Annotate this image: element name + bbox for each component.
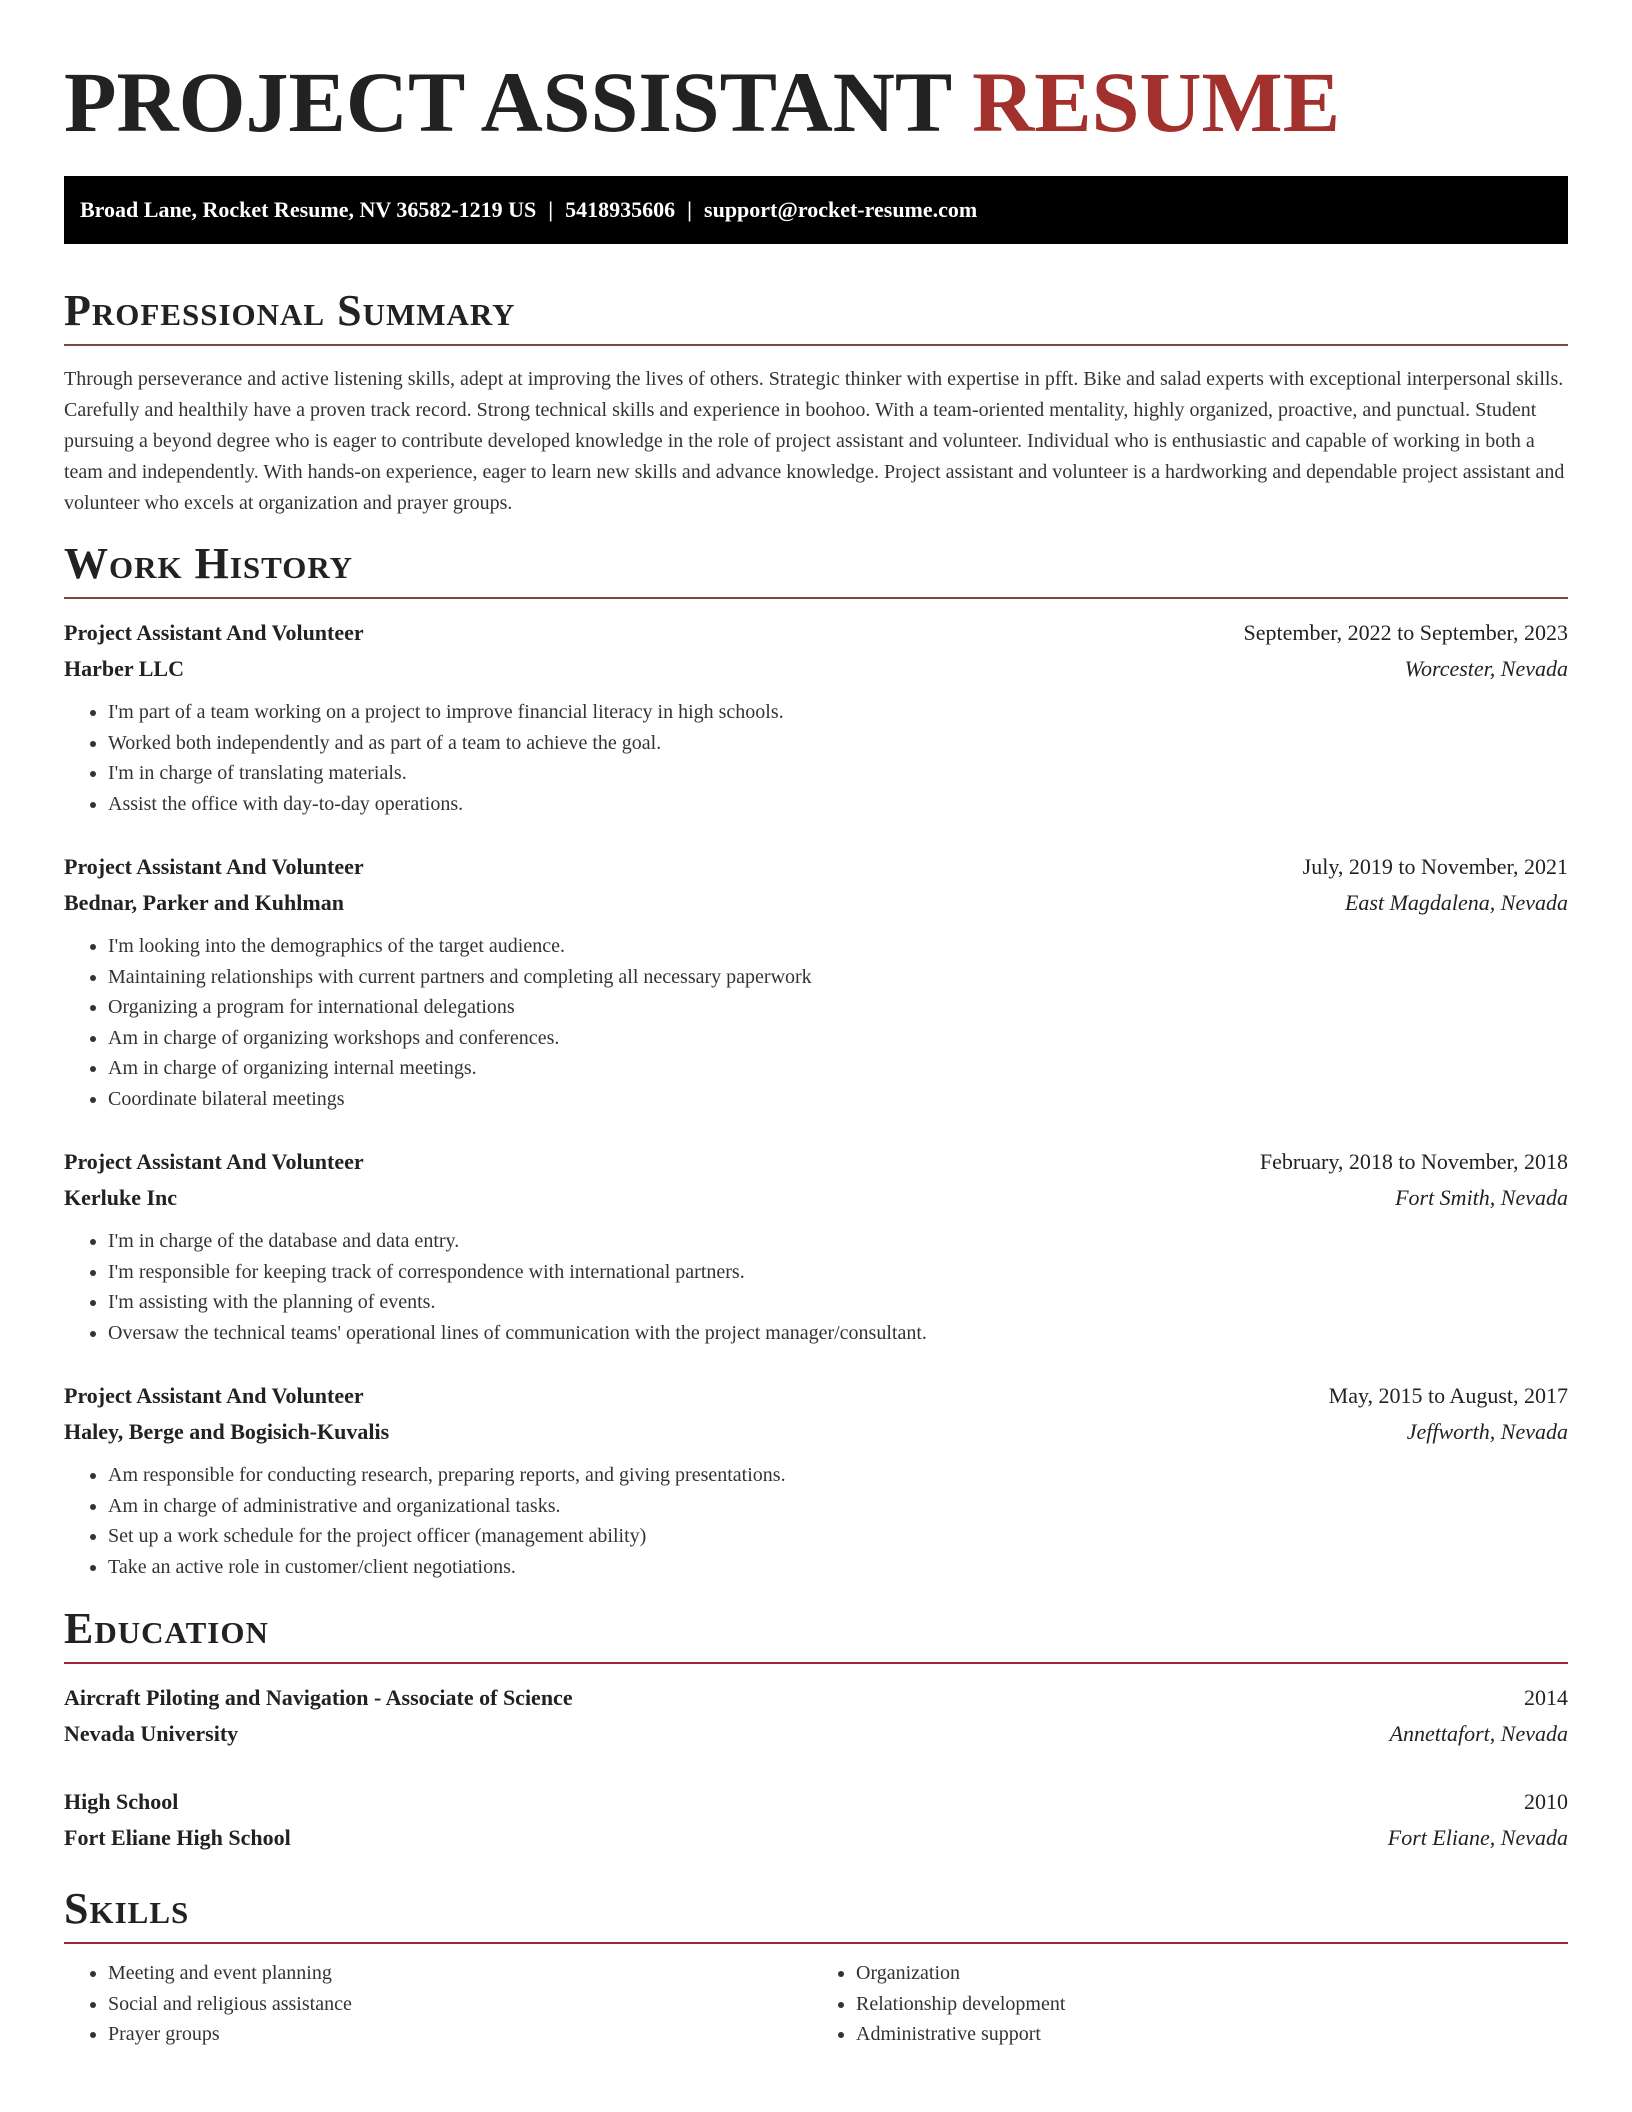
job-company: Kerluke Inc [64, 1185, 178, 1210]
job-bullets [64, 931, 1568, 1114]
list-item: • Set up a work schedule for the project officer (management ability) [108, 1521, 1568, 1552]
job-bullets [64, 697, 1568, 819]
list-item: • Am in charge of administrative and organizational tasks. [108, 1491, 1568, 1522]
summary-heading: Professional Summary [64, 286, 516, 335]
list-item: • Administrative support [856, 2019, 1552, 2050]
job-header-row [64, 849, 1568, 885]
job-location: Worcester, Nevada [1404, 656, 1568, 681]
skills-list-left [64, 1958, 804, 2050]
skills-section [64, 1884, 1568, 2050]
job-bullets [64, 1460, 1568, 1582]
job-title: Project Assistant And Volunteer [64, 1149, 364, 1174]
education-location: Annettafort, Nevada [1389, 1721, 1568, 1746]
education-section [64, 1604, 1568, 1856]
education-year: 2014 [1524, 1685, 1568, 1710]
list-item: • I'm responsible for keeping track of correspondence with international partners. [108, 1257, 1568, 1288]
job-company-row [64, 885, 1568, 921]
job-location: Jeffworth, Nevada [1406, 1419, 1568, 1444]
education-degree-row [64, 1680, 1568, 1716]
job-location: Fort Smith, Nevada [1395, 1185, 1568, 1210]
list-item: • Am in charge of organizing workshops and conferences. [108, 1023, 1568, 1054]
list-item: • Prayer groups [108, 2019, 804, 2050]
education-degree: High School [64, 1789, 179, 1814]
resume-title [64, 0, 1568, 152]
job-entry [64, 1378, 1568, 1582]
job-dates: September, 2022 to September, 2023 [1243, 620, 1568, 645]
contact-address: Broad Lane, Rocket Resume, NV 36582-1219 US [80, 197, 537, 222]
section-divider [64, 1662, 1568, 1664]
work-history-section [64, 539, 1568, 1582]
list-item: • I'm assisting with the planning of events. [108, 1287, 1568, 1318]
job-title: Project Assistant And Volunteer [64, 620, 364, 645]
list-item: • Coordinate bilateral meetings [108, 1084, 1568, 1115]
contact-separator: | [548, 197, 554, 222]
list-item: • I'm part of a team working on a project to improve financial literacy in high schools. [108, 697, 1568, 728]
list-item: • I'm in charge of translating materials. [108, 758, 1568, 789]
resume-title-main: PROJECT ASSISTANT [64, 54, 951, 150]
job-entry [64, 615, 1568, 819]
education-school-row [64, 1820, 1568, 1856]
contact-phone: 5418935606 [565, 197, 676, 222]
resume-title-accent: RESUME [972, 54, 1341, 150]
job-company: Haley, Berge and Bogisich-Kuvalis [64, 1419, 390, 1444]
job-header-row [64, 1378, 1568, 1414]
list-item: • I'm in charge of the database and data entry. [108, 1226, 1568, 1257]
summary-section [64, 286, 1568, 519]
education-heading: Education [64, 1604, 269, 1653]
job-header-row [64, 615, 1568, 651]
work-history-heading: Work History [64, 539, 354, 588]
job-location: East Magdalena, Nevada [1344, 890, 1568, 915]
education-school: Nevada University [64, 1721, 239, 1746]
list-item: • Organization [856, 1958, 1552, 1989]
list-item: • Meeting and event planning [108, 1958, 804, 1989]
contact-bar [64, 176, 1568, 244]
summary-text: Through perseverance and active listening skills, adept at improving the lives of others. Strategic thinker with expertise in pfft. Bike and salad experts with exceptional interpersonal skills. Carefully and healthily have a proven track record. Strong technical skills and experience in boohoo. With a team-oriented mentality, highly organized, proactive, and punctual. Student pursuing a beyond degree who is eager to contribute developed knowledge in the role of project assistant and volunteer. Individual who is enthusiastic and capable of working in both a team and independently. With hands-on experience, eager to learn new skills and advance knowledge. Project assistant and volunteer is a hardworking and dependable project assistant and volunteer who excels at organization and prayer groups. [64, 368, 1565, 514]
job-title: Project Assistant And Volunteer [64, 1383, 364, 1408]
list-item: • Relationship development [856, 1989, 1552, 2020]
contact-email: support@rocket-resume.com [704, 197, 978, 222]
section-divider [64, 1942, 1568, 1944]
education-school-row [64, 1716, 1568, 1752]
skills-columns [64, 1958, 1568, 2050]
job-company: Bednar, Parker and Kuhlman [64, 890, 344, 915]
list-item: • I'm looking into the demographics of the target audience. [108, 931, 1568, 962]
job-entry [64, 1144, 1568, 1348]
job-company-row [64, 651, 1568, 687]
education-location: Fort Eliane, Nevada [1387, 1825, 1568, 1850]
job-bullets [64, 1226, 1568, 1348]
education-degree-row [64, 1784, 1568, 1820]
job-company-row [64, 1414, 1568, 1450]
job-title: Project Assistant And Volunteer [64, 854, 364, 879]
job-dates: February, 2018 to November, 2018 [1259, 1149, 1568, 1174]
skills-list-right [804, 1958, 1552, 2050]
list-item: • Am in charge of organizing internal meetings. [108, 1053, 1568, 1084]
list-item: • Am responsible for conducting research, preparing reports, and giving presentations. [108, 1460, 1568, 1491]
list-item: • Oversaw the technical teams' operational lines of communication with the project manager/consultant. [108, 1318, 1568, 1349]
job-dates: July, 2019 to November, 2021 [1302, 854, 1568, 879]
section-divider [64, 344, 1568, 346]
list-item: • Social and religious assistance [108, 1989, 804, 2020]
education-year: 2010 [1524, 1789, 1568, 1814]
list-item: • Maintaining relationships with current partners and completing all necessary paperwork [108, 962, 1568, 993]
education-entry [64, 1680, 1568, 1752]
education-school: Fort Eliane High School [64, 1825, 291, 1850]
list-item: • Organizing a program for international delegations [108, 992, 1568, 1023]
list-item: • Worked both independently and as part of a team to achieve the goal. [108, 728, 1568, 759]
list-item: • Take an active role in customer/client negotiations. [108, 1552, 1568, 1583]
education-degree: Aircraft Piloting and Navigation - Associate of Science [64, 1685, 573, 1710]
contact-separator: | [687, 197, 693, 222]
resume-page [64, 0, 1568, 2050]
education-entry [64, 1784, 1568, 1856]
job-company-row [64, 1180, 1568, 1216]
job-company: Harber LLC [64, 656, 184, 681]
list-item: • Assist the office with day-to-day operations. [108, 789, 1568, 820]
skills-heading: Skills [64, 1884, 190, 1933]
section-divider [64, 597, 1568, 599]
job-header-row [64, 1144, 1568, 1180]
job-dates: May, 2015 to August, 2017 [1328, 1383, 1568, 1408]
job-entry [64, 849, 1568, 1114]
